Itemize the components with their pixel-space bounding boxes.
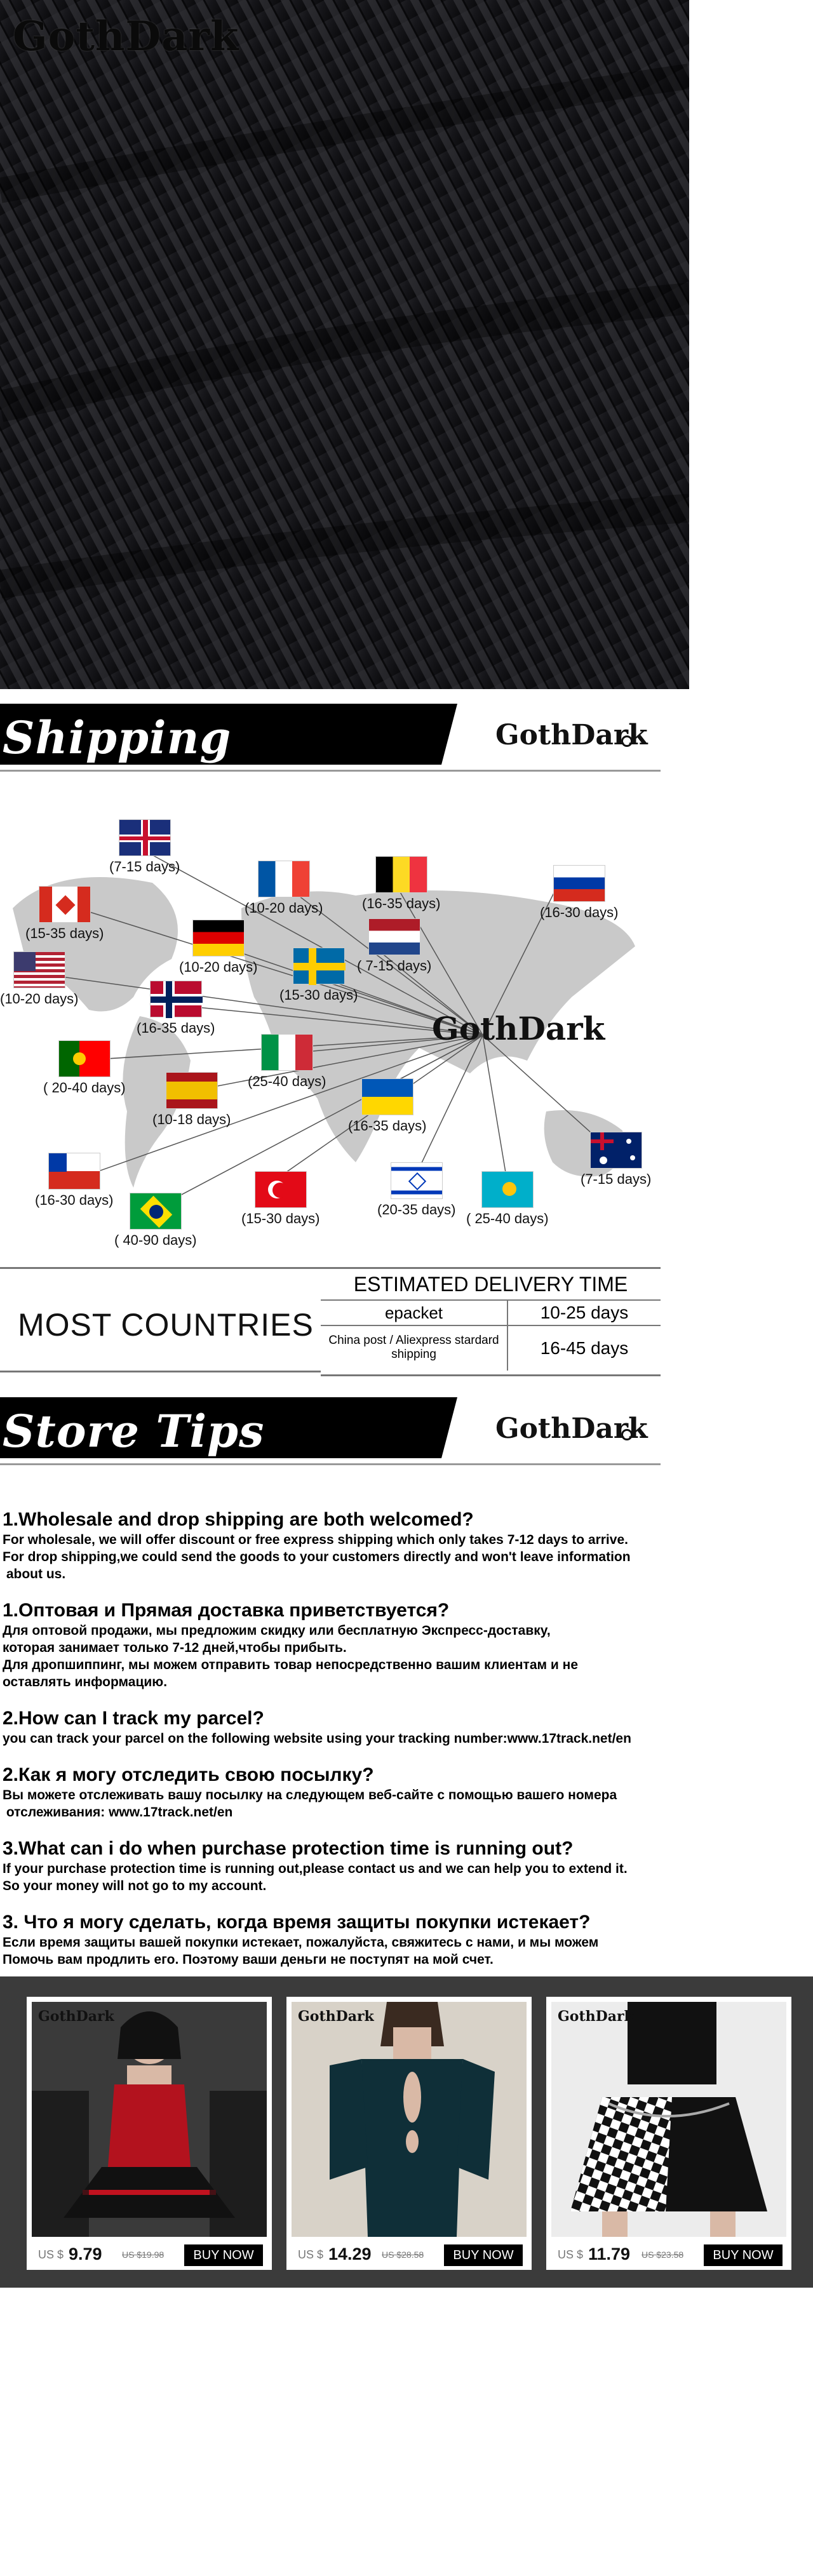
price-row <box>292 2243 527 2266</box>
country-spain <box>152 1072 231 1128</box>
uk-flag-icon <box>119 819 171 856</box>
red-corset-dress-image <box>32 2002 267 2237</box>
price: 9.79 <box>69 2244 102 2264</box>
country-kazakhstan <box>466 1171 549 1227</box>
days-label: (10-20 days) <box>179 959 258 975</box>
days-label: (10-20 days) <box>245 900 323 916</box>
shipping-map <box>0 807 673 1270</box>
tip-question: 3. Что я могу сделать, когда время защиты покупки истекает? <box>3 1912 591 1933</box>
tip-answer-line: Вы можете отслеживать вашу посылку на следующем веб-сайте с помощью вашего номера <box>3 1788 617 1802</box>
tip-item <box>0 1707 813 1747</box>
store-tips-list <box>0 1508 813 1985</box>
tip-question: 1.Wholesale and drop shipping are both welcomed? <box>3 1509 474 1530</box>
tip-question: 1.Оптовая и Прямая доставка приветствуется? <box>3 1600 450 1621</box>
delivery-time-section <box>0 1267 661 1375</box>
fabric-hero-image <box>0 0 689 689</box>
country-turkey <box>241 1171 320 1227</box>
tip-answer-line: Для оптовой продажи, мы предложим скидку или бесплатную Экспресс-доставку, <box>3 1623 551 1638</box>
brand-logo: GothDark <box>13 13 239 60</box>
country-russia <box>540 865 619 921</box>
days-label: (16-30 days) <box>540 904 619 920</box>
price: 11.79 <box>588 2244 631 2264</box>
days-label: ( 25-40 days) <box>466 1211 549 1226</box>
country-france <box>245 861 323 916</box>
product-brand-tag: GothDark <box>558 2008 634 2025</box>
original-price: US $23.58 <box>642 2250 684 2260</box>
tip-question: 3.What can i do when purchase protection time is running out? <box>3 1838 574 1859</box>
country-usa <box>0 951 79 1007</box>
spain-flag-icon <box>166 1072 218 1109</box>
price-row <box>32 2243 267 2266</box>
country-belgium <box>362 856 441 912</box>
divider <box>0 1463 661 1465</box>
tip-item <box>0 1837 813 1895</box>
country-germany <box>179 920 258 976</box>
store-tips-title: Store Tips <box>3 1405 265 1458</box>
buy-now-button[interactable]: BUY NOW <box>704 2244 783 2266</box>
tip-answer-line: Для дропшиппинг, мы можем отправить товар непосредственно вашим клиентам и не <box>3 1658 578 1672</box>
days-label: (7-15 days) <box>581 1171 652 1187</box>
canada-flag-icon <box>39 886 91 923</box>
store-tips-header <box>0 1397 813 1472</box>
ukraine-flag-icon <box>361 1078 413 1115</box>
logo-dot-icon <box>621 735 633 747</box>
map-logo: GothDark <box>432 1010 605 1047</box>
product-image[interactable] <box>32 2002 267 2237</box>
days-label: (25-40 days) <box>248 1073 326 1089</box>
days-label: ( 20-40 days) <box>43 1080 126 1096</box>
store-tips-logo: GothDark <box>495 1412 648 1445</box>
tip-item <box>0 1911 813 1968</box>
country-chile <box>35 1153 114 1209</box>
product-brand-tag: GothDark <box>298 2008 374 2025</box>
italy-flag-icon <box>261 1034 313 1071</box>
tip-answer-line: For drop shipping,we could send the goods to your customers directly and won't leave information <box>3 1550 631 1564</box>
country-israel <box>377 1162 456 1218</box>
days-label: (16-35 days) <box>348 1118 427 1134</box>
france-flag-icon <box>258 861 310 897</box>
chile-flag-icon <box>48 1153 100 1190</box>
days-label: ( 40-90 days) <box>114 1232 197 1248</box>
days-label: (16-35 days) <box>137 1020 215 1036</box>
method-cell: China post / Aliexpress stardard shipping <box>321 1326 508 1371</box>
tip-answer-line: So your money will not go to my account. <box>3 1879 267 1893</box>
days-label: (7-15 days) <box>109 859 180 875</box>
tip-item <box>0 1508 813 1583</box>
currency-label: US $ <box>38 2248 64 2261</box>
country-uk <box>109 819 180 875</box>
ribbed-fabric-texture <box>0 0 689 689</box>
tip-answer-line: отслеживания: www.17track.net/en <box>3 1805 233 1820</box>
shipping-title: Shipping <box>3 711 232 764</box>
tip-item <box>0 1599 813 1691</box>
checkered-skirt-image <box>551 2002 786 2237</box>
logo-dot-icon <box>621 1429 633 1440</box>
days-label: ( 7-15 days) <box>357 958 432 974</box>
days-label: (20-35 days) <box>377 1202 456 1218</box>
delivery-table-header: ESTIMATED DELIVERY TIME <box>321 1269 661 1301</box>
usa-flag-icon <box>13 951 65 988</box>
days-label: (10-18 days) <box>152 1111 231 1127</box>
country-ukraine <box>348 1078 427 1134</box>
brazil-flag-icon <box>130 1193 182 1230</box>
divider <box>0 770 661 772</box>
days-label: (10-20 days) <box>0 991 79 1007</box>
price-row <box>551 2243 786 2266</box>
netherlands-flag-icon <box>368 918 420 955</box>
tip-answer-line: about us. <box>3 1567 66 1581</box>
time-cell: 16-45 days <box>540 1338 629 1358</box>
days-label: (15-35 days) <box>25 925 104 941</box>
tip-answer-line: If your purchase protection time is running out,please contact us and we can help you to extend it. <box>3 1862 628 1876</box>
product-card[interactable] <box>546 1997 791 2270</box>
belgium-flag-icon <box>375 856 427 893</box>
price: 14.29 <box>328 2244 372 2264</box>
tip-question: 2.How can I track my parcel? <box>3 1708 264 1729</box>
buy-now-button[interactable]: BUY NOW <box>444 2244 523 2266</box>
germany-flag-icon <box>192 920 245 956</box>
country-italy <box>248 1034 326 1090</box>
buy-now-button[interactable]: BUY NOW <box>184 2244 263 2266</box>
currency-label: US $ <box>558 2248 584 2261</box>
tip-answer-line: которая занимает только 7-12 дней,чтобы прибыть. <box>3 1640 347 1655</box>
australia-flag-icon <box>590 1132 642 1169</box>
kazakhstan-flag-icon <box>481 1171 534 1208</box>
norway-flag-icon <box>150 981 202 1017</box>
days-label: (16-35 days) <box>362 896 441 911</box>
country-canada <box>25 886 104 942</box>
recommended-products <box>0 1976 813 2288</box>
russia-flag-icon <box>553 865 605 902</box>
delivery-table <box>321 1267 661 1376</box>
time-cell: 10-25 days <box>508 1299 661 1326</box>
product-image[interactable] <box>292 2002 527 2237</box>
country-australia <box>581 1132 651 1188</box>
country-sweden <box>279 948 358 1003</box>
product-brand-tag: GothDark <box>38 2008 114 2025</box>
tip-answer-line: оставлять информацию. <box>3 1675 168 1689</box>
original-price: US $28.58 <box>382 2250 424 2260</box>
method-cell: epacket <box>321 1299 508 1326</box>
israel-flag-icon <box>391 1162 443 1199</box>
country-netherlands <box>357 918 431 974</box>
tip-answer-line: you can track your parcel on the following website using your tracking number:www.17track.net/en <box>3 1731 631 1746</box>
turkey-flag-icon <box>255 1171 307 1208</box>
tip-answer-line: For wholesale, we will offer discount or free express shipping which only takes 7-12 days to arrive. <box>3 1533 628 1547</box>
country-portugal <box>43 1040 126 1096</box>
teal-cutout-dress-image <box>292 2002 527 2237</box>
country-brazil <box>114 1193 197 1249</box>
days-label: (15-30 days) <box>279 987 358 1003</box>
country-norway <box>137 981 215 1036</box>
product-image[interactable] <box>551 2002 786 2237</box>
tip-answer-line: Если время защиты вашей покупки истекает, пожалуйста, свяжитесь с нами, и мы можем <box>3 1935 599 1950</box>
product-card[interactable] <box>27 1997 272 2270</box>
most-countries-label: MOST COUNTRIES <box>18 1307 314 1343</box>
shipping-logo: GothDark <box>495 719 648 751</box>
tip-answer-line: Помочь вам продлить его. Поэтому ваши деньги не поступят на мой счет. <box>3 1952 494 1967</box>
product-card[interactable] <box>286 1997 532 2270</box>
shipping-header <box>0 704 813 779</box>
tip-item <box>0 1764 813 1821</box>
portugal-flag-icon <box>58 1040 111 1077</box>
original-price: US $19.98 <box>122 2250 165 2260</box>
sweden-flag-icon <box>293 948 345 984</box>
days-label: (15-30 days) <box>241 1211 320 1226</box>
days-label: (16-30 days) <box>35 1192 114 1208</box>
tip-question: 2.Как я могу отследить свою посылку? <box>3 1764 374 1785</box>
currency-label: US $ <box>298 2248 324 2261</box>
